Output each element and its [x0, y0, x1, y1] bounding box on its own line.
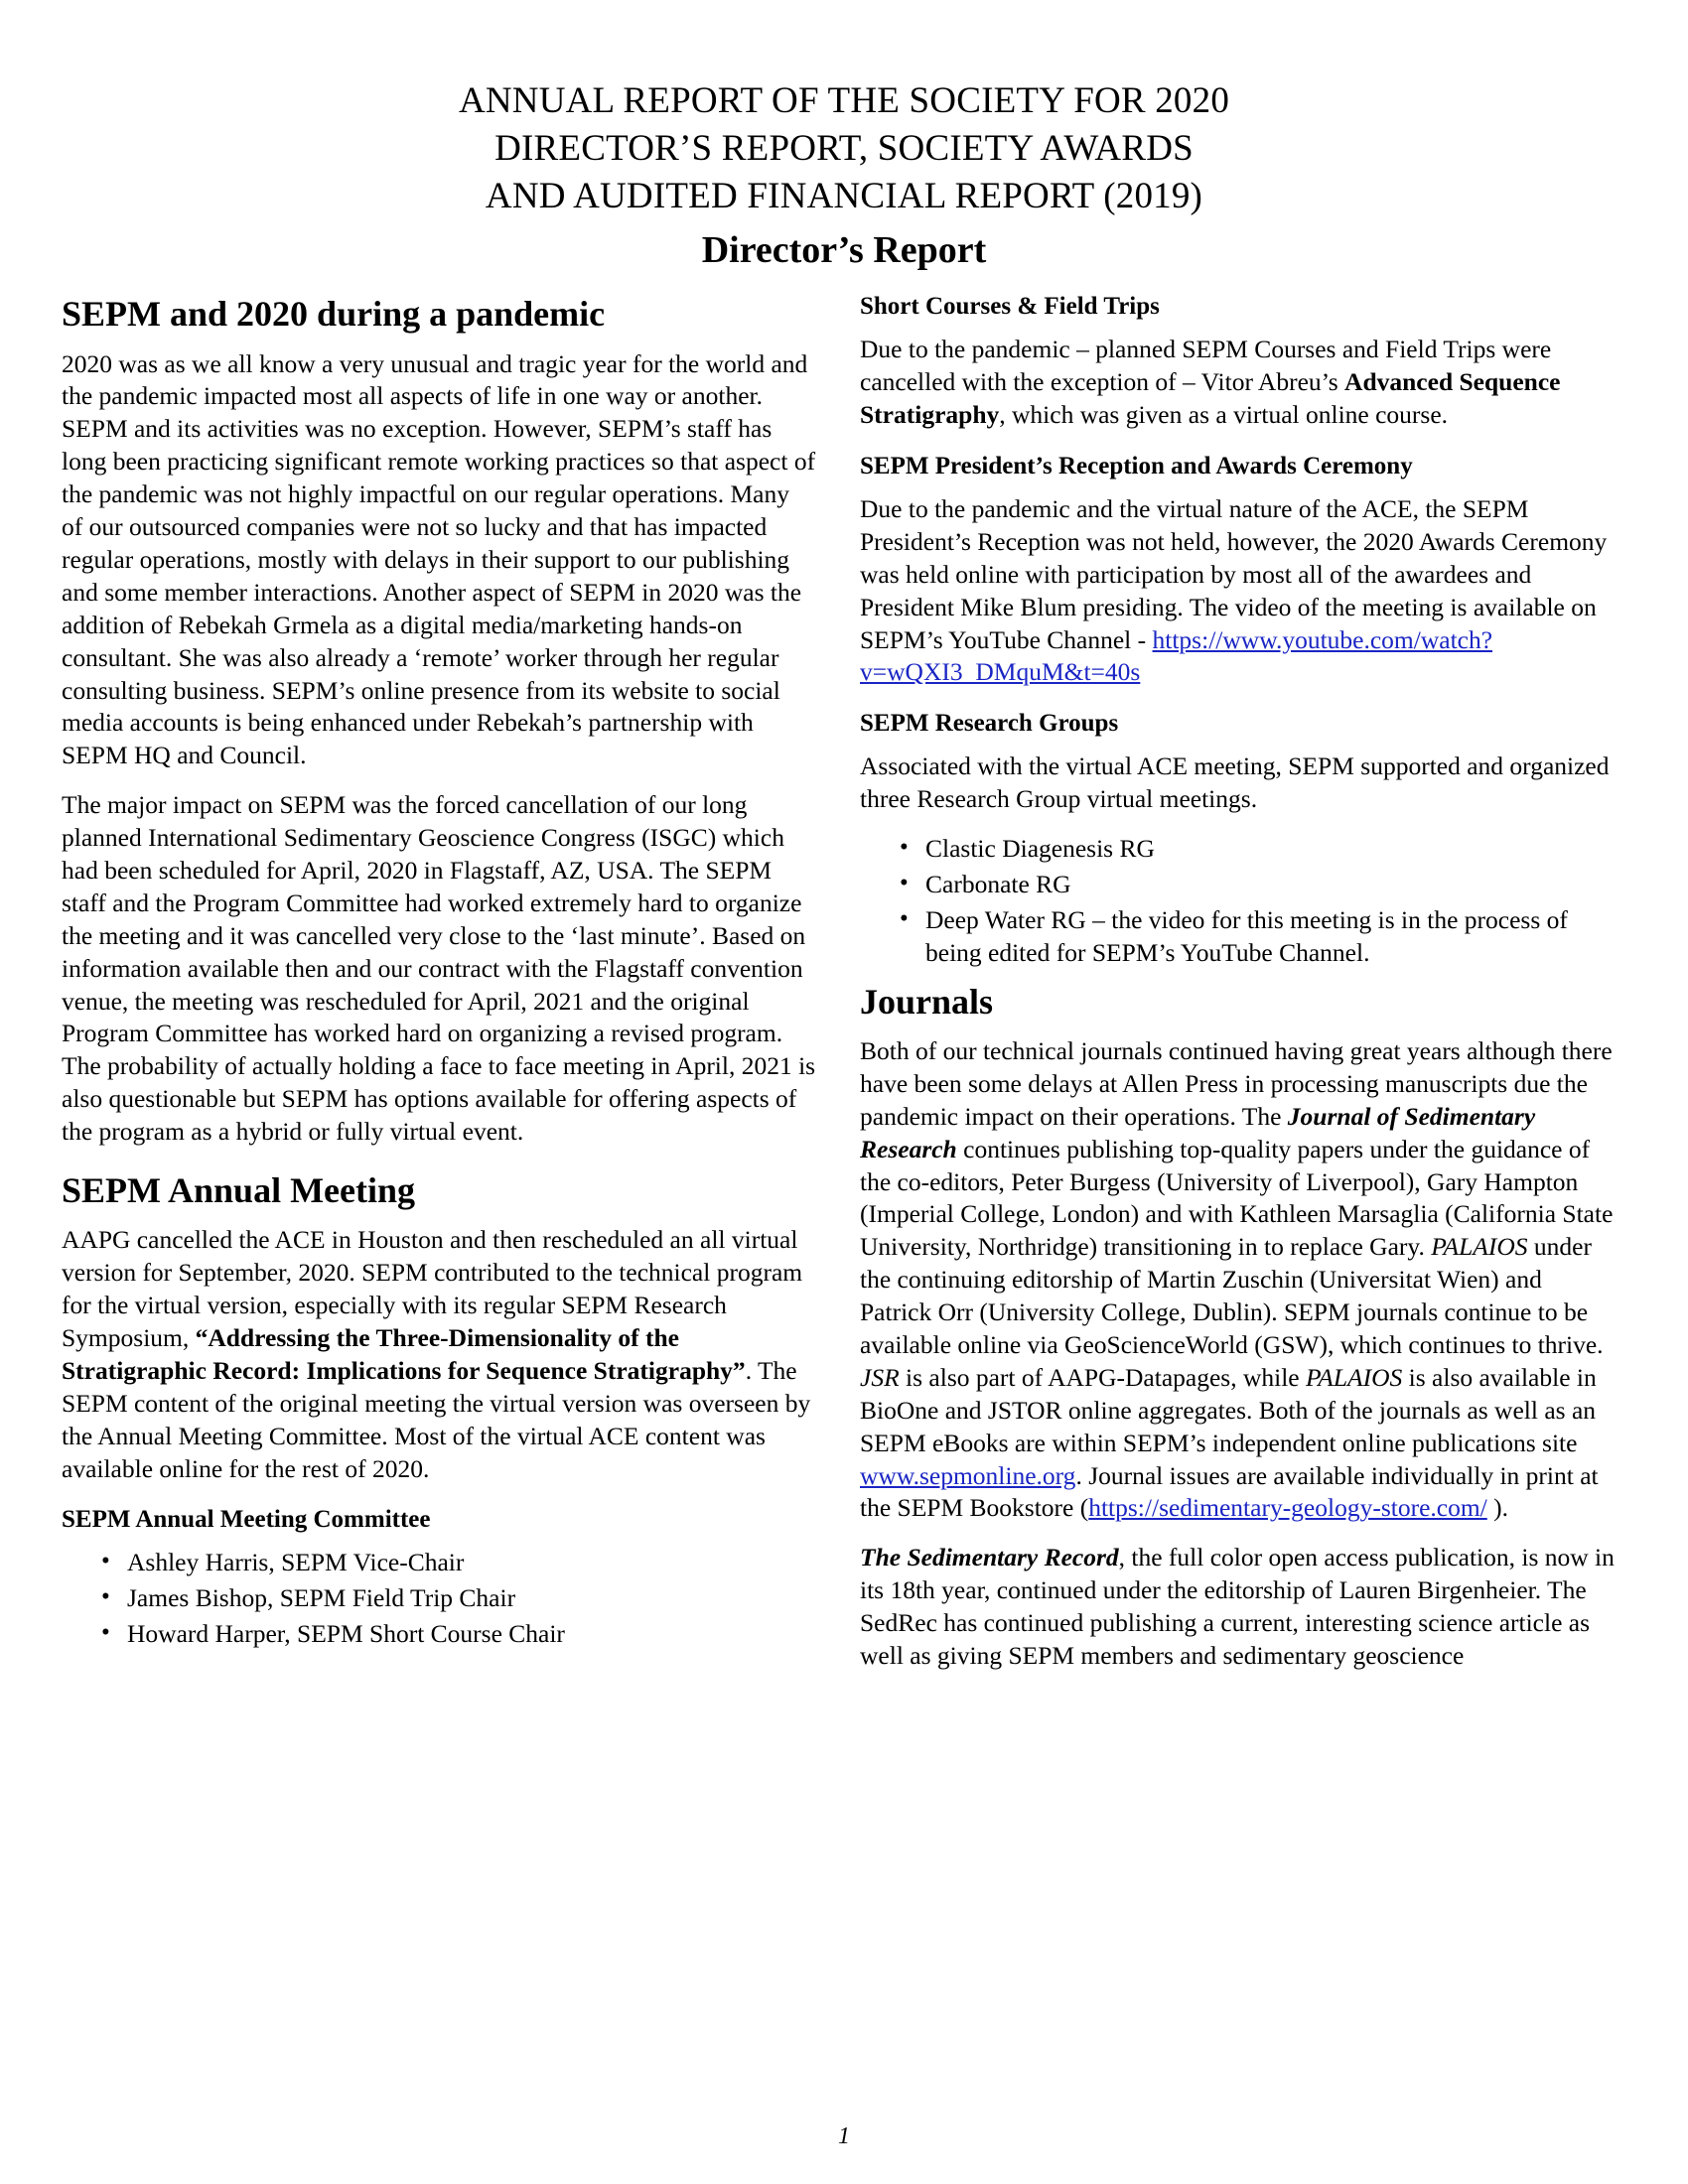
annual-meeting-text-2: . The SEPM content of the original meeting the virtual version was overseen by the Annual Meeting Committee. Most of the virtual ACE content was available online for the rest of 2020.: [62, 1355, 811, 1483]
journals-text-c: under the continuing editorship of Martin Zuschin (Universitat Wien) and Patrick Orr (University College, Dublin). SEPM journals continue to be available online via GeoScienceWorld (GSW), which continues to thrive.: [860, 1232, 1604, 1359]
annual-meeting-text-1: AAPG cancelled the ACE in Houston and then rescheduled an all virtual version for September, 2020. SEPM contributed to the technical program for the virtual version, especially with its regular SEPM Research Symposium,: [62, 1225, 803, 1352]
paragraph-reception-awards: [860, 493, 1615, 689]
list-annual-meeting-committee: [62, 1547, 816, 1651]
paragraph-isgc-cancellation: The major impact on SEPM was the forced cancellation of our long planned International Sedimentary Geoscience Congress (ISGC) which had been scheduled for April, 2020 in Flagstaff, AZ, USA. The SEPM staff and the Program Committee had worked extremely hard to organize the meeting and it was cancelled very close to the ‘last minute’. Based on information available then and our contract with the Flagstaff convention venue, the meeting was rescheduled for April, 2021 and the original Program Committee has worked hard on organizing a revised program. The probability of actually holding a face to face meeting in April, 2021 is also questionable but SEPM has options available for offering aspects of the program as a hybrid or fully virtual event.: [62, 790, 816, 1147]
masthead-line-1: ANNUAL REPORT OF THE SOCIETY FOR 2020: [458, 80, 1230, 121]
list-item: • Ashley Harris, SEPM Vice-Chair: [101, 1547, 816, 1579]
heading-sepm-pandemic: SEPM and 2020 during a pandemic: [62, 294, 606, 335]
short-courses-text-1: Due to the pandemic – planned SEPM Courses and Field Trips were cancelled with the exception of – Vitor Abreu’s: [860, 335, 1552, 397]
heading-short-courses-field-trips: Short Courses & Field Trips: [860, 293, 1160, 321]
journal-title-jsr: Journal of Sedimentary Research: [860, 1101, 1536, 1163]
bookstore-link[interactable]: https://sedimentary-geology-store.com/: [1088, 1493, 1487, 1523]
masthead-line-2: DIRECTOR’S REPORT, SOCIETY AWARDS: [494, 128, 1194, 170]
journals-text-b: continues publishing top-quality papers under the guidance of the co-editors, Peter Burgess (University of Liverpool), Gary Hampton (Imperial College, London) and with Kathleen Marsaglia (California State University, Northridge) transitioning in to replace Gary.: [860, 1134, 1614, 1262]
paragraph-short-courses: [860, 334, 1615, 432]
report-masthead: [62, 77, 1626, 220]
paragraph-sedimentary-record: [860, 1542, 1615, 1673]
sedrec-text: , the full color open access publication, is now in its 18th year, continued under the editorship of Lauren Birgenheier. The SedRec has continued publishing a current, interesting science article as well as giving SEPM members and sedimentary geoscience: [860, 1543, 1615, 1670]
paragraph-journals-overview: [860, 1035, 1615, 1525]
heading-annual-meeting-committee: SEPM Annual Meeting Committee: [62, 1506, 431, 1534]
journals-text-a: Both of our technical journals continued having great years although there have been some delays at Allen Press in processing manuscripts due the pandemic impact on their operations. The: [860, 1035, 1613, 1131]
course-title: Advanced Sequence Stratigraphy: [860, 367, 1561, 430]
short-courses-text-2: , which was given as a virtual online course.: [999, 400, 1449, 430]
list-item: • Clastic Diagenesis RG: [900, 833, 1615, 866]
page-number: 1: [838, 2123, 850, 2149]
two-column-layout: [62, 288, 1626, 1690]
research-symposium-title: “Addressing the Three-Dimensionality of the Stratigraphic Record: Implications for Sequence Stratigraphy”: [62, 1322, 746, 1385]
journals-text-g: ).: [1486, 1493, 1509, 1523]
journals-text-e: is also available in BioOne and JSTOR online aggregates. Both of the journals as well as an SEPM eBooks are within SEPM’s independent online publications site: [860, 1362, 1597, 1457]
list-item: • Deep Water RG – the video for this meeting is in the process of being edited for SEPM’s YouTube Channel.: [900, 904, 1615, 970]
heading-journals: Journals: [860, 981, 994, 1022]
heading-sepm-annual-meeting: SEPM Annual Meeting: [62, 1169, 416, 1210]
list-research-groups: [860, 833, 1615, 970]
left-column: [62, 288, 816, 1663]
reception-text: Due to the pandemic and the virtual nature of the ACE, the SEPM President’s Reception was not held, however, the 2020 Awards Ceremony was held online with participation by most all of the awardees and President Mike Blum presiding. The video of the meeting is available on SEPM’s YouTube Channel -: [860, 493, 1608, 654]
masthead-line-3: AND AUDITED FINANCIAL REPORT (2019): [485, 176, 1203, 217]
paragraph-annual-meeting: [62, 1224, 816, 1485]
heading-presidents-reception: SEPM President’s Reception and Awards Ceremony: [860, 452, 1413, 479]
youtube-video-link[interactable]: https://www.youtube.com/watch?v=wQXI3_DMquM&t=40s: [860, 624, 1493, 687]
right-column: [860, 288, 1615, 1690]
publication-title-sedrec: The Sedimentary Record: [860, 1543, 1119, 1572]
journal-title-palaios-2: PALAIOS: [1306, 1362, 1403, 1392]
journals-text-d: is also part of AAPG-Datapages, while: [899, 1362, 1306, 1392]
journals-text-f: . Journal issues are available individually in print at the SEPM Bookstore (: [860, 1460, 1599, 1523]
journal-abbrev-jsr: JSR: [860, 1362, 900, 1392]
heading-research-groups: SEPM Research Groups: [860, 710, 1119, 738]
sepmonline-link[interactable]: www.sepmonline.org: [860, 1460, 1076, 1490]
paragraph-research-groups: Associated with the virtual ACE meeting, SEPM supported and organized three Research Group virtual meetings.: [860, 751, 1610, 814]
page-title: Director’s Report: [701, 229, 987, 272]
paragraph-pandemic-overview: 2020 was as we all know a very unusual and tragic year for the world and the pandemic impacted most all aspects of life in one way or another. SEPM and its activities was no exception. However, SEPM’s staff has long been practicing significant remote working practices so that aspect of the pandemic was not highly impactful on our regular operations. Many of our outsourced companies were not so lucky and that has impacted regular operations, mostly with delays in their support to our publishing and some member interactions. Another aspect of SEPM in 2020 was the addition of Rebekah Grmela as a digital media/marketing hands-on consultant. She was also already a ‘remote’ worker through her regular consulting business. SEPM’s online presence from its website to social media accounts is being enhanced under Rebekah’s partnership with SEPM HQ and Council.: [62, 348, 816, 770]
list-item: • Carbonate RG: [900, 869, 1615, 901]
list-item: • Howard Harper, SEPM Short Course Chair: [101, 1618, 816, 1651]
journal-title-palaios: PALAIOS: [1431, 1232, 1528, 1262]
list-item: • James Bishop, SEPM Field Trip Chair: [101, 1582, 816, 1615]
